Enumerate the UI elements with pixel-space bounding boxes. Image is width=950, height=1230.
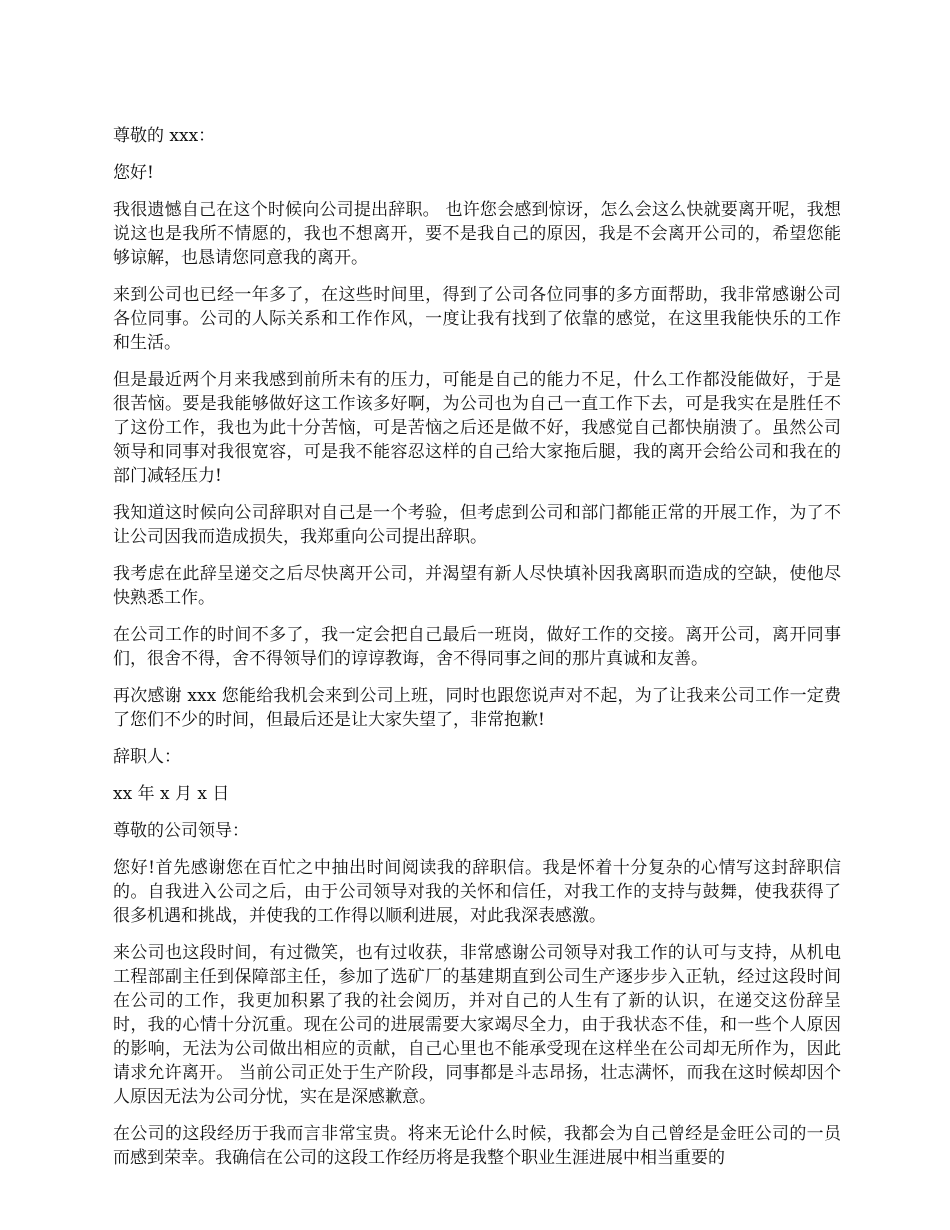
document-body <box>113 124 841 1224</box>
salutation: 尊敬的 xxx： <box>113 126 216 146</box>
body-paragraph: 但是最近两个月来我感到前所未有的压力，可能是自己的能力不足，什么工作都没能做好，于是很苦恼。要是我能够做好这工作该多好啊，为公司也为自己一直工作下去，可是我实在是胜任不了这份工作，我也为此十分苦恼，可是苦恼之后还是做不好，我感觉自己都快崩溃了。虽然公司领导和同事对我很宽容，可是我不能容忍这样的自己给大家拖后腿，我的离开会给公司和我在的部门减轻压力! <box>113 370 841 486</box>
body-paragraph: 我知道这时候向公司辞职对自己是一个考验，但考虑到公司和部门都能正常的开展工作，为了不让公司因我而造成损失，我郑重向公司提出辞职。 <box>113 503 841 547</box>
body-paragraph: 在公司工作的时间不多了，我一定会把自己最后一班岗，做好工作的交接。离开公司，离开同事们，很舍不得，舍不得领导们的谆谆教诲，舍不得同事之间的那片真诚和友善。 <box>113 625 841 669</box>
signature-line: 辞职人： <box>113 747 181 767</box>
date-line: xx 年 x 月 x 日 <box>113 784 230 804</box>
body-paragraph: 在公司的这段经历于我而言非常宝贵。将来无论什么时候，我都会为自己曾经是金旺公司的一员而感到荣幸。我确信在公司的这段工作经历将是我整个职业生涯进展中相当重要的 <box>113 1124 841 1168</box>
body-paragraph: 您好!首先感谢您在百忙之中抽出时间阅读我的辞职信。我是怀着十分复杂的心情写这封辞职信的。自我进入公司之后，由于公司领导对我的关怀和信任，对我工作的支持与鼓舞，使我获得了很多机遇和挑战，并使我的工作得以顺利进展，对此我深表感激。 <box>113 858 841 926</box>
body-paragraph: 我考虑在此辞呈递交之后尽快离开公司，并渴望有新人尽快填补因我离职而造成的空缺，使他尽快熟悉工作。 <box>113 564 841 608</box>
salutation: 尊敬的公司领导： <box>113 821 249 841</box>
body-paragraph: 再次感谢 xxx 您能给我机会来到公司上班，同时也跟您说声对不起，为了让我来公司工作一定费了您们不少的时间，但最后还是让大家失望了，非常抱歉! <box>113 686 841 730</box>
greeting: 您好! <box>113 163 154 183</box>
body-paragraph: 我很遗憾自己在这个时候向公司提出辞职。 也许您会感到惊讶，怎么会这么快就要离开呢，我想说这也是我所不情愿的，我也不想离开，要不是我自己的原因，我是不会离开公司的，希望您能够谅解，也恳请您同意我的离开。 <box>113 200 841 268</box>
body-paragraph: 来公司也这段时间，有过微笑，也有过收获，非常感谢公司领导对我工作的认可与支持，从机电工程部副主任到保障部主任，参加了选矿厂的基建期直到公司生产逐步步入正轨，经过这段时间在公司的工作，我更加积累了我的社会阅历，并对自己的人生有了新的认识，在递交这份辞呈时，我的心情十分沉重。现在公司的进展需要大家竭尽全力，由于我状态不佳，和一些个人原因的影响，无法为公司做出相应的贡献，自己心里也不能承受现在这样坐在公司却无所作为，因此请求允许离开。 当前公司正处于生产阶段，同事都是斗志昂扬，壮志满怀，而我在这时候却因个人原因无法为公司分忧，实在是深感歉意。 <box>113 943 841 1107</box>
body-paragraph: 来到公司也已经一年多了，在这些时间里，得到了公司各位同事的多方面帮助，我非常感谢公司各位同事。公司的人际关系和工作作风，一度让我有找到了依靠的感觉，在这里我能快乐的工作和生活。 <box>113 285 841 353</box>
